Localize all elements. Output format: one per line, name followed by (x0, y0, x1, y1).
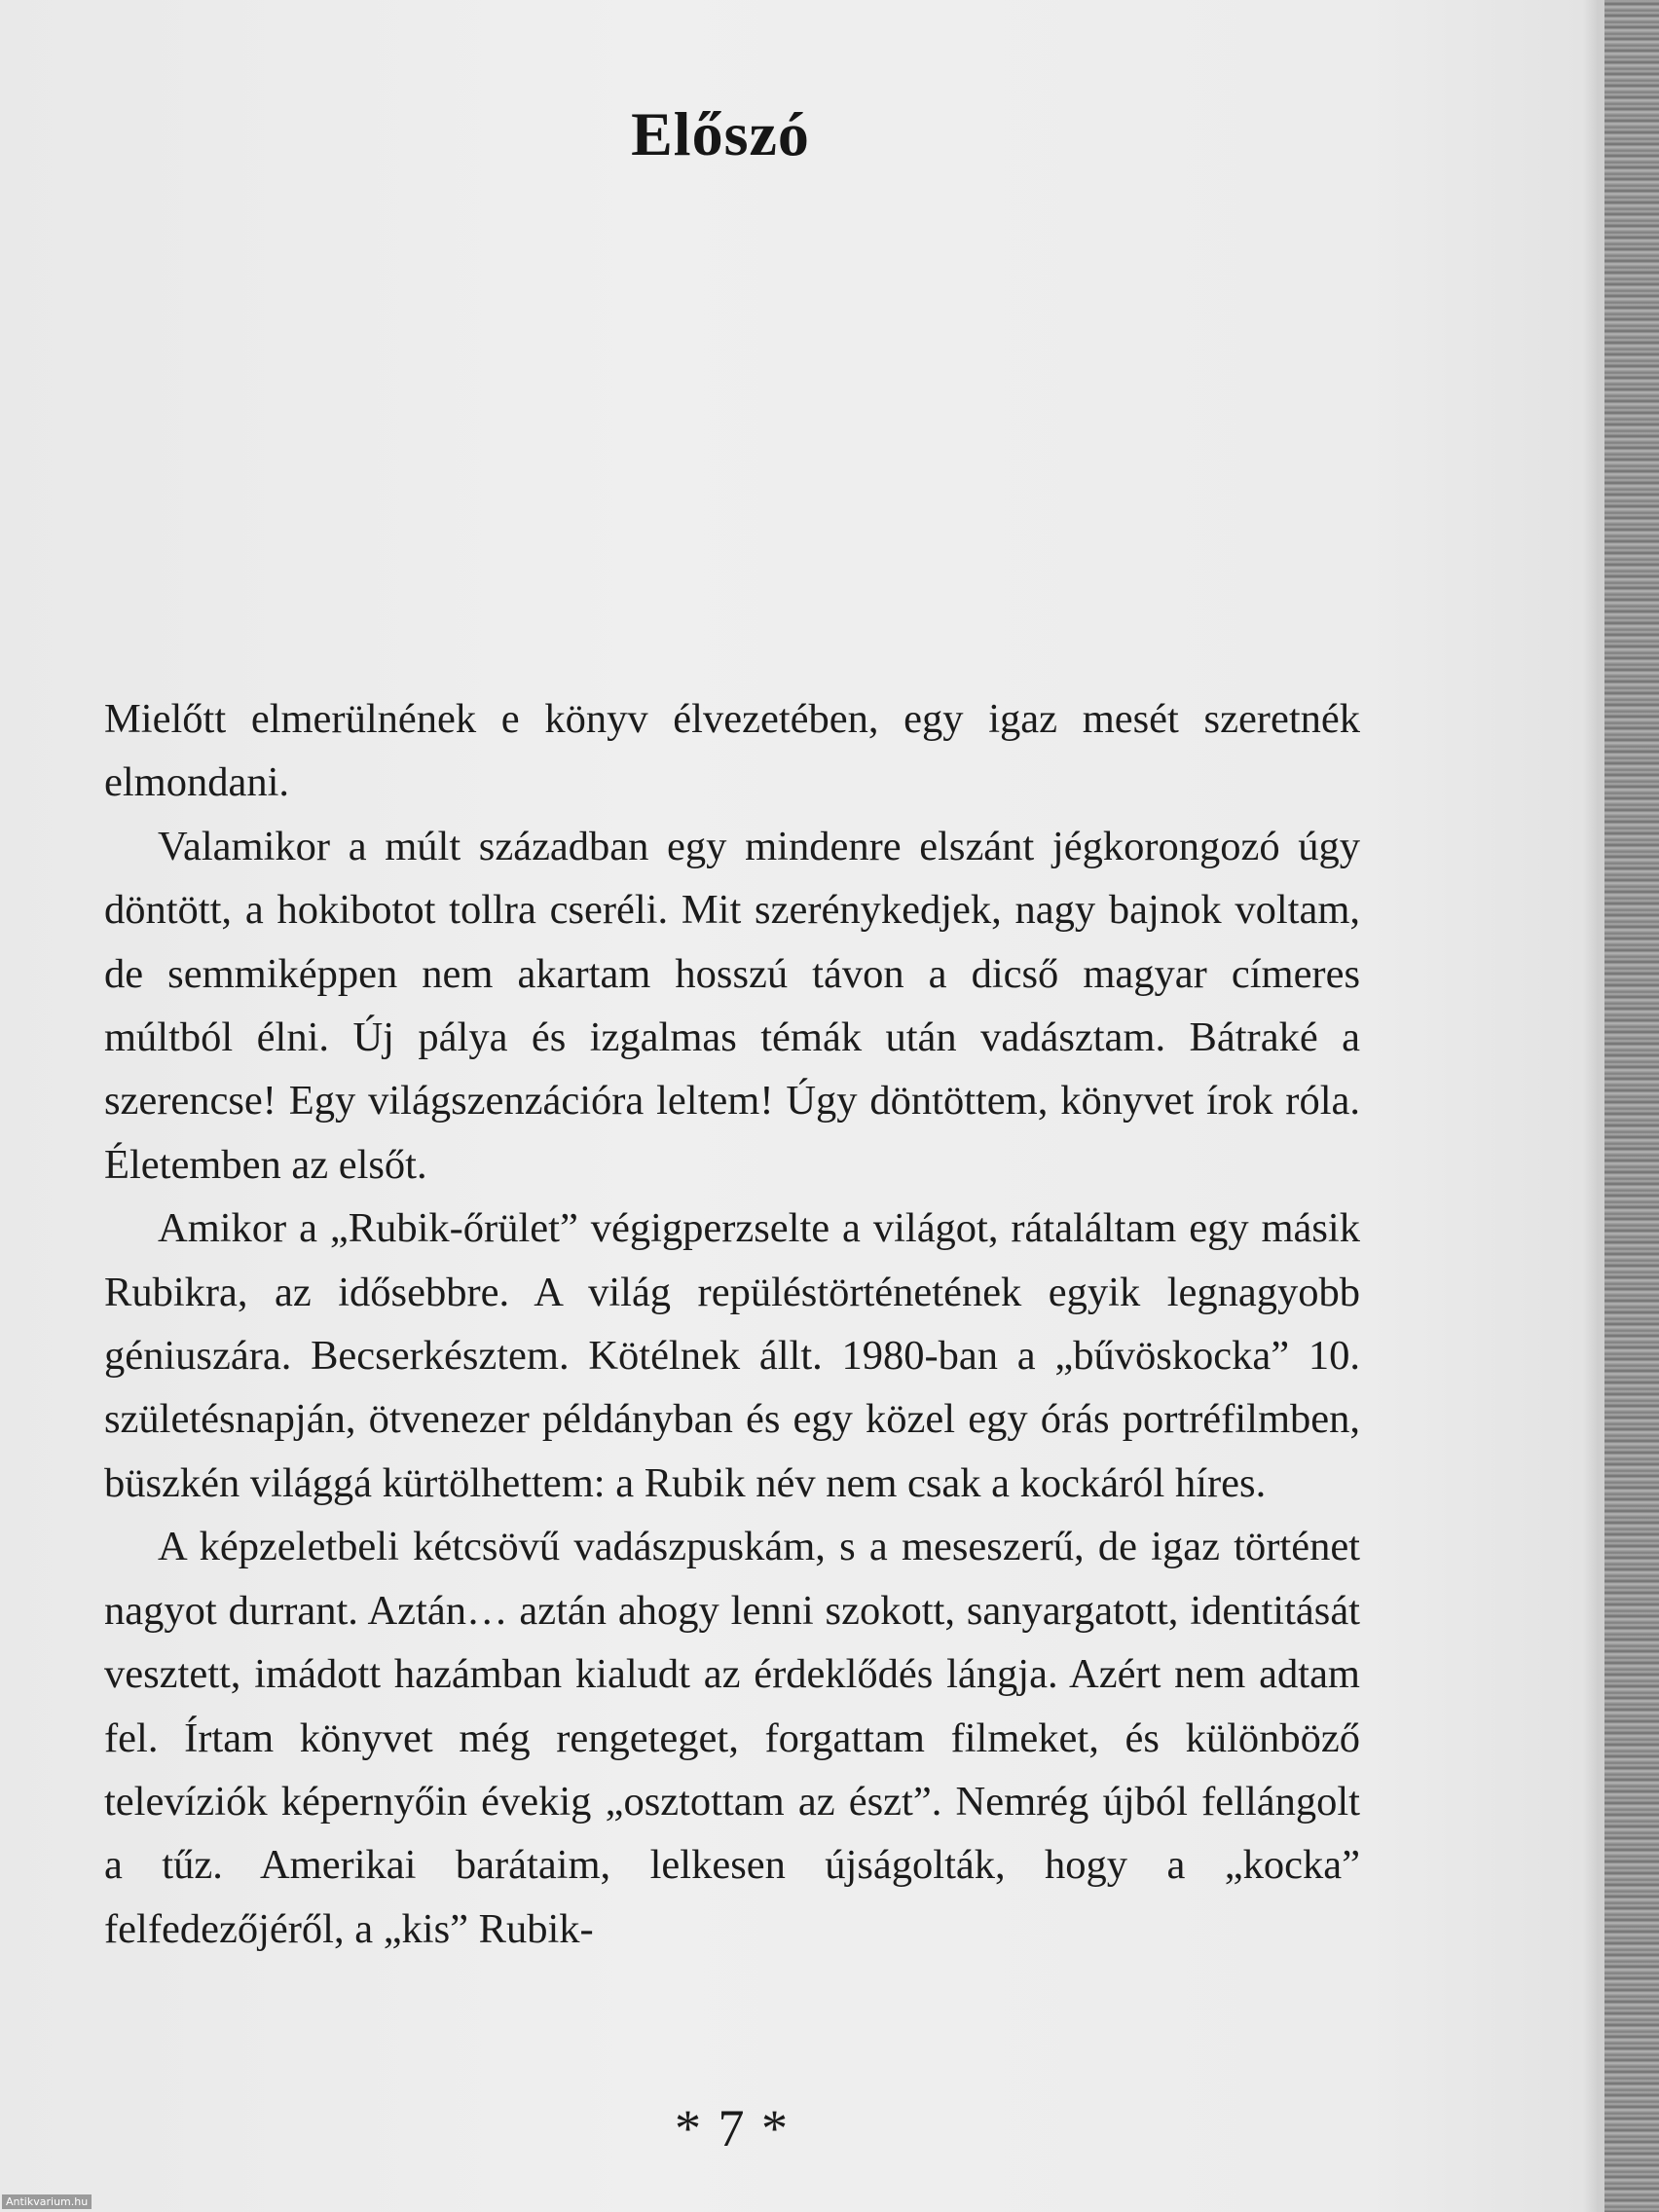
paragraph-3: Amikor a „Rubik-őrület” végigperzselte a világot, rátaláltam egy másik Rubikra, az idősebbre. A világ repüléstörténetének egyik legnagyobb géniuszára. Becserkésztem. Kötélnek állt. 1980-ban a „bűvöskocka” 10. születésnapján, ötvenezer példányban és egy közel egy órás portréfilmben, büszkén világgá kürtölhettem: a Rubik név nem csak a kockáról híres. (104, 1205, 1360, 1506)
chapter-title: Előszó (631, 98, 810, 168)
watermark-text: Antikvarium.hu (2, 2194, 92, 2209)
book-edge (1604, 0, 1659, 2212)
paragraph-4: A képzeletbeli kétcsövű vadászpuskám, s a meseszerű, de igaz történet nagyot durrant. Aztán… aztán ahogy lenni szokott, sanyargatott, identitását vesztett, imádott hazámban kialudt az érdeklődés lángja. Azért nem adtam fel. Írtam könyvet még rengeteget, forgattam filmeket, és különböző televíziók képernyőin évekig „osztottam az észt”. Nemrég újból fellángolt a tűz. Amerikai barátaim, lelkesen újságolták, hogy a „kocka” felfedezőjéről, a „kis” Rubik- (104, 1524, 1360, 1952)
body-text (104, 687, 1360, 1961)
page-number: * 7 * (675, 2099, 790, 2157)
paragraph-1: Mielőtt elmerülnének e könyv élvezetében, egy igaz mesét szeretnék elmondani. (104, 696, 1360, 806)
paragraph-2: Valamikor a múlt században egy mindenre elszánt jégkorongozó úgy döntött, a hokibotot tollra cseréli. Mit szerénykedjek, nagy bajnok voltam, de semmiképpen nem akartam hosszú távon a dicső magyar címeres múltból élni. Új pálya és izgalmas témák után vadásztam. Bátraké a szerencse! Egy világszenzációra leltem! Úgy döntöttem, könyvet írok róla. Életemben az elsőt. (104, 823, 1360, 1188)
